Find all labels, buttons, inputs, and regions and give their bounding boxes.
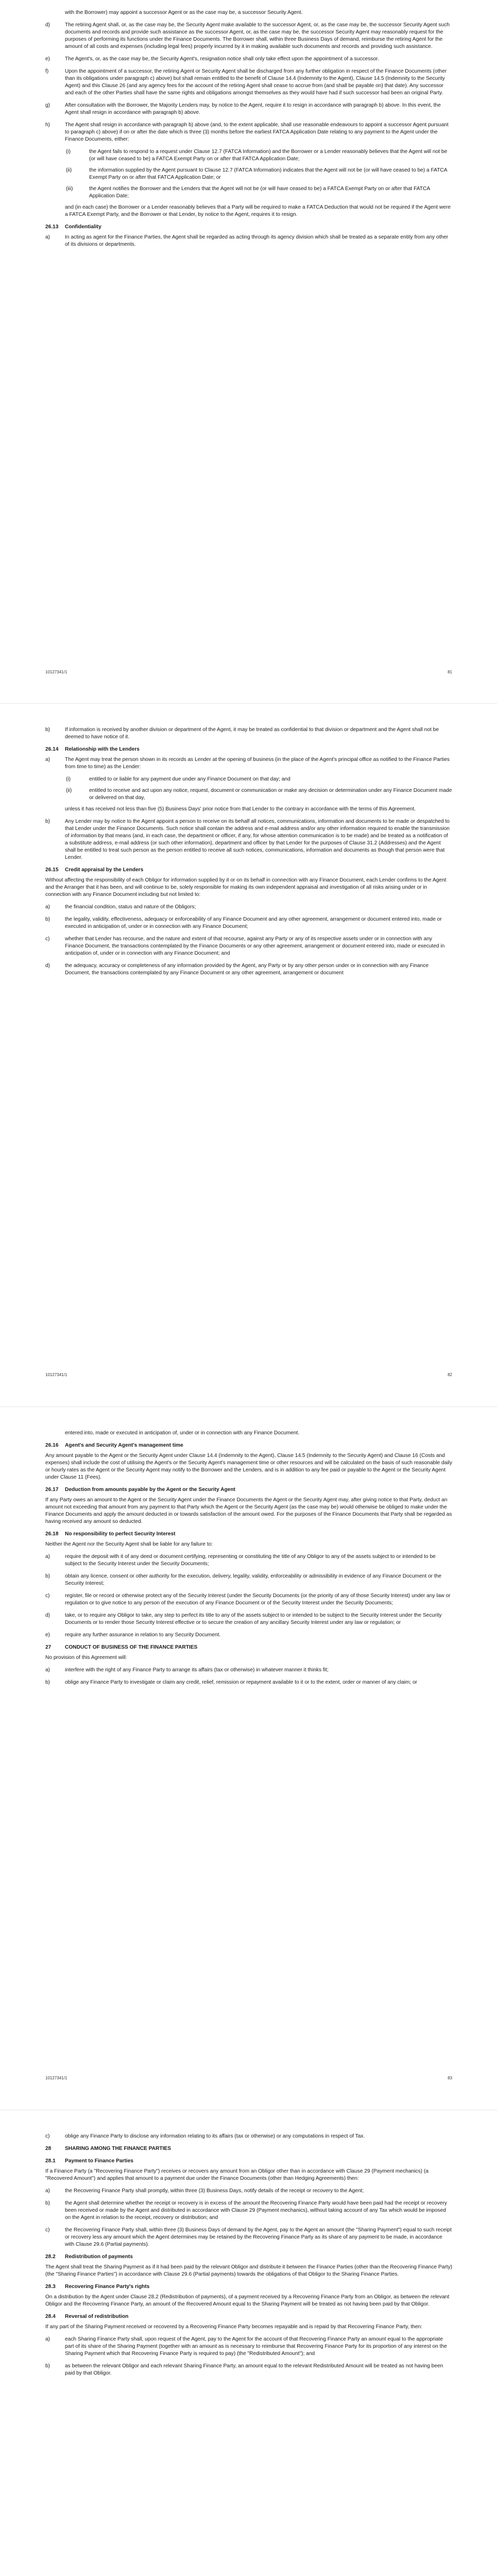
paragraph-h-tail: and (in each case) the Borrower or a Lender reasonably believes that a Party will be required to make a FATCA Deduction that would not be required if the Agent were a FATCA Exempt Party, and the Borrower or that Lender, by notice to the Agent, requires it to resign.: [65, 205, 451, 217]
section-body: On a distribution by the Agent under Clause 28.2 (Redistribution of payments), of a payment received by a Recovering Finance Party from an Obligor, as between the relevant Obligor and the Recovering Finance Party, an amount of the Recovered Amount equal to the Sharing Payment will be treated as not having been paid by that Obligor.: [45, 2294, 450, 2307]
section-number: 28.4: [45, 2314, 56, 2319]
list-item-b: the Agent shall determine whether the receipt or recovery is in excess of the amount the Recovering Finance Party would have been paid had the receipt or recovery been received or made by the Agent and distributed in accordance with Clause 29 (Payment mechanics), without taking account of any Tax which would be imposed on the Agent in relation to the receipt, recovery or distribution; and: [65, 2200, 447, 2221]
section-number: 26.14: [45, 747, 59, 752]
list-item-b: oblige any Finance Party to investigate or claim any credit, relief, remission or repayment available to it or to the extent, order or manner of any claim; or: [65, 1680, 418, 1685]
section-number: 26.13: [45, 224, 59, 230]
section-body: If any Party owes an amount to the Agent or the Security Agent under the Finance Documents the Agent or the Security Agent may, after giving notice to that Party, deduct an amount not exceeding that amount from any payment to that Party which the Agent or the Security Agent (as the case may be) would otherwise be obliged to make under the Finance Documents and apply the amount deducted in or towards satisfaction of the amount owed. For the purposes of the Finance Documents that Party shall be regarded as having received any amount so deducted.: [45, 1497, 452, 1524]
section-number: 28.1: [45, 2158, 56, 2164]
item-label: (i): [66, 149, 71, 155]
item-label: a): [45, 1667, 50, 1673]
list-item-b: the legality, validity, effectiveness, adequacy or enforceability of any Finance Document and any other agreement, arrangement or document entered into, made or executed in anticipation of, under or in connection with any Finance Document;: [65, 917, 442, 929]
page-84: [0, 2110, 497, 2576]
section-title: Payment to Finance Parties: [65, 2158, 134, 2164]
item-label: b): [45, 727, 50, 733]
paragraph-a-i: entitled to or liable for any payment due under any Finance Document on that day; and: [89, 776, 290, 782]
paragraph-a-tail: unless it has received not less than five (5) Business Days' prior notice from that Lender to the contrary in accordance with the terms of this Agreement.: [65, 806, 416, 812]
section-title: Redistribution of payments: [65, 2254, 133, 2260]
item-label: b): [45, 1573, 50, 1579]
item-label: c): [45, 2227, 50, 2233]
paragraph-d: The retiring Agent shall, or, as the case may be, the Security Agent make available to the successor Agent, or, as the case may be, the successor Security Agent such documents and records and provide such assistance as the successor Agent, or, as the case may be, the successor Security Agent may reasonably request for the purposes of performing its functions under the Finance Documents. The Borrower shall, within three Business Days of demand, reimburse the retiring Agent for the amount of all costs and expenses (including legal fees) properly incurred by it in making available such documents and records and providing such assistance.: [65, 22, 450, 49]
item-label: a): [45, 2188, 50, 2194]
page-number: 82: [448, 1372, 452, 1377]
page-82: [0, 704, 497, 1406]
paragraph-e: The Agent's, or, as the case may be, the Security Agent's, resignation notice shall only take effect upon the appointment of a successor.: [65, 56, 379, 62]
list-item-c: register, file or record or otherwise protect any of the Security Interest (under the Security Documents (or the priority of any of those Security Interest) under any law or regulation or to give notice to any person of the execution of any Finance Document or of the Security Interest under the Security Documents;: [65, 1593, 451, 1606]
section-intro: If a Finance Party (a "Recovering Finance Party") receives or recovers any amount from an Obligor other than in accordance with Clause 29 (Payment mechanics) (a "Recovered Amount") and applies that amount to a payment due under the Finance Documents (other than Hedging Agreements) then:: [45, 2168, 429, 2181]
item-label: a): [45, 2336, 50, 2342]
item-label: c): [45, 1593, 50, 1599]
section-intro: Neither the Agent nor the Security Agent shall be liable for any failure to:: [45, 1541, 213, 1547]
section-title: Reversal of redistribution: [65, 2314, 129, 2319]
list-item-a: each Sharing Finance Party shall, upon request of the Agent, pay to the Agent for the account of that Recovering Finance Party an amount equal to the appropriate part of its share of the Sharing Payment (together with an amount as is necessary to reimburse that Recovering Finance Party for its proportion of any interest on the Sharing Payment which that Recovering Finance Party is required to pay) (the "Redistributed Amount"); and: [65, 2336, 447, 2357]
item-label: d): [45, 22, 50, 28]
item-label: a): [45, 757, 50, 762]
item-label: a): [45, 1554, 50, 1560]
list-item-a: require the deposit with it of any deed or document certifying, representing or constituting the title of any Obligor to any of the assets subject to or intended to be subject to the Security Interest under the Security Documents;: [65, 1554, 436, 1567]
paragraph-h-i: the Agent fails to respond to a request under Clause 12.7 (FATCA Information) and the Borrower or a Lender reasonably believes that the Agent will not be (or will have ceased to be) a FATCA Exempt Party on or after that FATCA Application Date;: [89, 149, 448, 162]
paragraph-f: Upon the appointment of a successor, the retiring Agent or Security Agent shall be discharged from any further obligation in respect of the Finance Documents (other than its obligations under paragraph c) above) but shall remain entitled to the benefit of Clause 14.4 (Indemnity to the Agent), Clause 14.5 (Indemnity to the Security Agent) and this Clause 26 (and any agency fees for the account of the retiring Agent shall cease to accrue from (and shall be payable on) that date). Any successor and each of the other Parties shall have the same rights and obligations amongst themselves as they would have had if such successor had been an original Party.: [65, 69, 447, 96]
item-label: b): [45, 1680, 50, 1685]
item-label: a): [45, 904, 50, 910]
page-81: [0, 0, 497, 703]
section-number: 26.17: [45, 1487, 59, 1493]
section-intro: Without affecting the responsibility of each Obligor for information supplied by it or on its behalf in connection with any Finance Document, each Lender confirms to the Agent and the Arranger that it has been, and will continue to be, solely responsible for making its own independent appraisal and investigation of all risks arising under or in connection with any Finance Document including but not limited to:: [45, 877, 447, 897]
list-item-b: as between the relevant Obligor and each relevant Sharing Finance Party, an amount equal to the relevant Redistributed Amount will be treated as not having been paid by that Obligor.: [65, 2363, 443, 2376]
section-body: Any amount payable to the Agent or the Security Agent under Clause 14.4 (Indemnity to the Agent), Clause 14.5 (Indemnity to the Security Agent) and Clause 16 (Costs and expenses) shall include the cost of utilising the Agent's or the Security Agent's management time or other resources and will be calculated on the basis of such reasonable daily or hourly rates as the Agent or the Security Agent may notify to the Borrower and the Lenders, and is in addition to any fee paid or payable to the Agent or the Security Agent under Clause 11 (Fees).: [45, 1453, 452, 1480]
section-number: 26.15: [45, 867, 59, 873]
section-number: 26.18: [45, 1531, 59, 1537]
paragraph-b: If information is received by another division or department of the Agent, it may be treated as confidential to that division or department and the Agent shall not be deemed to have notice of it.: [65, 727, 439, 740]
item-label: (iii): [66, 186, 73, 192]
section-body: The Agent shall treat the Sharing Payment as if it had been paid by the relevant Obligor and distribute it between the Finance Parties (other than the Recovering Finance Party) (the "Sharing Finance Parties") in accordance with Clause 29.6 (Partial payments) towards the obligations of that Obligor to the Sharing Finance Parties.: [45, 2264, 452, 2277]
section-number: 28.3: [45, 2284, 56, 2290]
item-label: d): [45, 1613, 50, 1618]
section-title: CONDUCT OF BUSINESS OF THE FINANCE PARTIES: [65, 1645, 198, 1650]
list-item-b: obtain any licence, consent or other authority for the execution, delivery, legality, validity, enforceability or admissibility in evidence of any Finance Document or the Security Interest;: [65, 1573, 442, 1586]
list-item-e: require any further assurance in relation to any Security Document.: [65, 1632, 221, 1638]
item-label: a): [45, 234, 50, 240]
section-title: SHARING AMONG THE FINANCE PARTIES: [65, 2146, 172, 2151]
doc-ref: 10127341/1: [45, 670, 67, 674]
section-intro: If any part of the Sharing Payment received or recovered by a Recovering Finance Party becomes repayable and is repaid by that Recovering Finance Party, then:: [45, 2324, 423, 2330]
section-title: No responsibility to perfect Security Interest: [65, 1531, 176, 1537]
paragraph-g: After consultation with the Borrower, the Majority Lenders may, by notice to the Agent, require it to resign in accordance with paragraph b) above. In this event, the Agent shall resign in accordance with paragraph b) above.: [65, 103, 441, 115]
page-number: 81: [448, 670, 452, 674]
doc-ref: 10127341/1: [45, 1372, 67, 1377]
list-item-a: interfere with the right of any Finance Party to arrange its affairs (tax or otherwise) in whatever manner it thinks fit;: [65, 1667, 329, 1673]
paragraph-h-ii: the information supplied by the Agent pursuant to Clause 12.7 (FATCA Information) indicates that the Agent will not be (or will have ceased to be) a FATCA Exempt Party on or after that FATCA Application Date; or: [89, 167, 448, 180]
doc-ref: 10127341/1: [45, 2076, 67, 2080]
paragraph-a: The Agent may treat the person shown in its records as Lender at the opening of business (in the place of the Agent's principal office as notified to the Finance Parties from time to time) as the Lender:: [65, 757, 450, 770]
item-label: (i): [66, 776, 71, 782]
page-number: 83: [448, 2076, 452, 2080]
paragraph-h-iii: the Agent notifies the Borrower and the Lenders that the Agent will not be (or will have ceased to be) a FATCA Exempt Party on or after that FATCA Application Date;: [89, 186, 430, 199]
paragraph-continuation: with the Borrower) may appoint a successor Agent or as the case may be, a successor Security Agent.: [65, 10, 303, 15]
item-label: b): [45, 917, 50, 922]
list-item-c: the Recovering Finance Party shall, within three (3) Business Days of demand by the Agent, pay to the Agent an amount (the "Sharing Payment") equal to such receipt or recovery less any amount which the Agent determines may be retained by the Recovering Finance Party as its share of any payment to be made, in accordance with Clause 29.6 (Partial payments).: [65, 2227, 452, 2247]
item-label: g): [45, 103, 50, 108]
section-title: Deduction from amounts payable by the Agent or the Security Agent: [65, 1487, 235, 1493]
item-label: f): [45, 69, 49, 74]
page-83: [0, 1407, 497, 2110]
paragraph-a-ii: entitled to receive and act upon any notice, request, document or communication or make any decision or determination under any Finance Document made or delivered on that day,: [89, 788, 452, 801]
list-item-a: the Recovering Finance Party shall promptly, within three (3) Business Days, notify details of the receipt or recovery to the Agent;: [65, 2188, 364, 2194]
item-label: c): [45, 936, 50, 942]
paragraph-b2: Any Lender may by notice to the Agent appoint a person to receive on its behalf all notices, communications, information and documents to be made or despatched to that Lender under the Finance Documents. Such notice shall contain the address and e-mail address and/or any other information required to enable the transmission of information by that means (and, in each case, the department or officer, if any, for whose attention communication is to be made) and be treated as a notification of a substitute address, e-mail address (or such other information), department and officer by that Lender for the purposes of Clause 31.2 (Addresses) and the Agent shall be entitled to treat such person as the person entitled to receive all such notices, communications, information and documents as though that person were that Lender.: [65, 819, 450, 860]
list-item-c: whether that Lender has recourse, and the nature and extent of that recourse, against any Party or any of its respective assets under or in connection with any Finance Document, the transactions contemplated by the Finance Documents or any other agreement, arrangement or document entered into, made or executed in anticipation of, under or in connection with any Finance Document; and: [65, 936, 445, 956]
item-label: h): [45, 122, 50, 128]
item-label: e): [45, 1632, 50, 1638]
section-number: 26.16: [45, 1443, 59, 1448]
item-label: b): [45, 819, 50, 824]
section-number: 28.2: [45, 2254, 56, 2260]
paragraph-c: oblige any Finance Party to disclose any information relating to its affairs (tax or otherwise) or any computations in respect of Tax.: [65, 2133, 365, 2139]
list-item-d: take, or to require any Obligor to take, any step to perfect its title to any of the assets subject to or intended to be subject to the Security Interest under the Security Documents or to render those Security Interest effective or to secure the creation of any ancillary Security Interest under any law or regulation; or: [65, 1613, 442, 1625]
item-label: b): [45, 2363, 50, 2369]
list-item-d: the adequacy, accuracy or completeness of any information provided by the Agent, any Party or by any other person under or in connection with any Finance Document, the transactions contemplated by any Finance Document or any other agreement, arrangement or document: [65, 963, 429, 976]
section-title: Confidentiality: [65, 224, 101, 230]
section-number: 28: [45, 2146, 52, 2151]
section-title: Recovering Finance Party's rights: [65, 2284, 150, 2290]
paragraph-a: In acting as agent for the Finance Parties, the Agent shall be regarded as acting through its agency division which shall be treated as a separate entity from any other of its divisions or departments.: [65, 234, 449, 247]
paragraph-h: The Agent shall resign in accordance with paragraph b) above (and, to the extent applicable, shall use reasonable endeavours to appoint a successor Agent pursuant to paragraph c) above) if on or after the date which is three (3) months before the earliest FATCA Application Date relating to any payment to the Agent under the Finance Documents, either:: [65, 122, 449, 142]
item-label: (ii): [66, 788, 72, 793]
item-label: b): [45, 2200, 50, 2206]
item-label: d): [45, 963, 50, 969]
item-label: (ii): [66, 167, 72, 173]
section-intro: No provision of this Agreement will:: [45, 1655, 127, 1660]
paragraph-continuation: entered into, made or executed in anticipation of, under or in connection with any Finance Document.: [65, 1430, 300, 1436]
list-item-a: the financial condition, status and nature of the Obligors;: [65, 904, 196, 910]
item-label: c): [45, 2133, 50, 2139]
item-label: e): [45, 56, 50, 62]
section-title: Credit appraisal by the Lenders: [65, 867, 144, 873]
section-title: Agent's and Security Agent's management time: [65, 1443, 183, 1448]
section-number: 27: [45, 1645, 52, 1650]
section-title: Relationship with the Lenders: [65, 747, 140, 752]
